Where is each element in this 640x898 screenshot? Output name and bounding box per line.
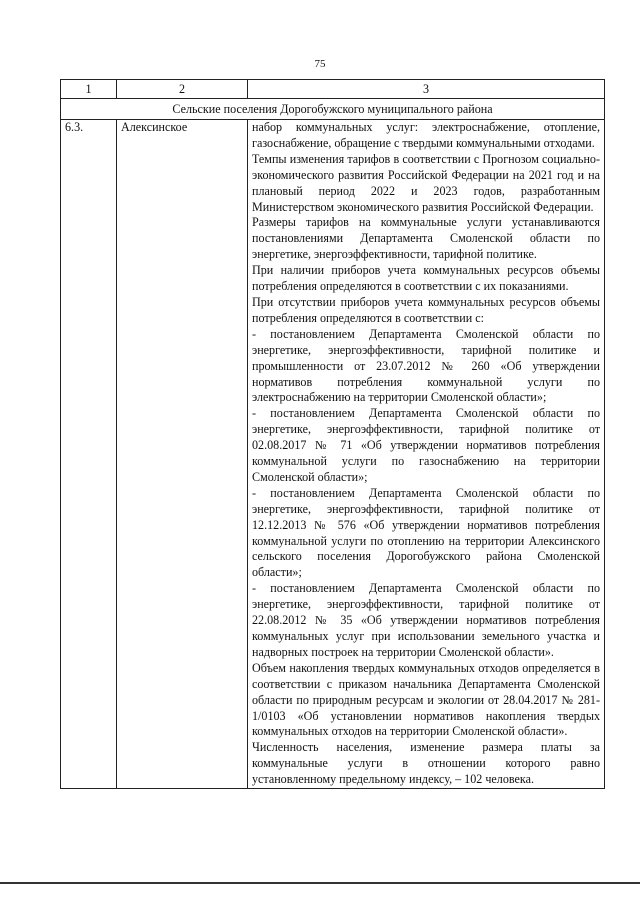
section-title: Сельские поселения Дорогобужского муниципального района xyxy=(61,99,605,120)
paragraph: набор коммунальных услуг: электроснабжение, отопление, газоснабжение, обращение с твердыми коммунальными отходами. xyxy=(252,120,600,150)
table-header-row xyxy=(61,80,605,99)
paragraph: - постановлением Департамента Смоленской области по энергетике, энергоэффективности, тарифной политике от 12.12.2013 № 576 «Об утверждении нормативов потребления коммунальной услуги по отоплению на территории Алексинского сельского поселения Дорогобужского района Смоленской области»; xyxy=(252,485,600,580)
row-number: 6.3. xyxy=(61,120,117,789)
table-row xyxy=(61,120,605,789)
paragraph: Темпы изменения тарифов в соответствии с Прогнозом социально-экономического развития Российской Федерации на 2021 год и на плановый период 2022 и 2023 годов, разработанным Министерством экономического развития Российской Федерации. xyxy=(252,151,600,214)
footer-rule xyxy=(0,882,640,884)
page-number: 75 xyxy=(314,58,326,70)
section-row xyxy=(61,99,605,120)
row-description xyxy=(248,120,605,789)
header-col-1: 1 xyxy=(61,80,117,99)
paragraph: При наличии приборов учета коммунальных ресурсов объемы потребления определяются в соответствии с их показаниями. xyxy=(252,263,600,294)
paragraph: - постановлением Департамента Смоленской области по энергетике, энергоэффективности, тарифной политике от 02.08.2017 № 71 «Об утверждении нормативов потребления коммунальной услуги по газоснабжению на территории Смоленской области»; xyxy=(252,406,600,484)
paragraph: Размеры тарифов на коммунальные услуги устанавливаются постановлениями Департамента Смоленской области по энергетике, энергоэффективности, тарифной политике. xyxy=(252,215,600,262)
tariff-table xyxy=(60,79,605,789)
paragraph: - постановлением Департамента Смоленской области по энергетике, энергоэффективности, тарифной политике от 22.08.2012 № 35 «Об утверждении нормативов потребления коммунальных услуг при использовании земельного участка и надворных построек на территории Смоленской области». xyxy=(252,581,600,659)
settlement-name: Алексинское xyxy=(117,120,248,789)
header-col-3: 3 xyxy=(248,80,605,99)
paragraph: - постановлением Департамента Смоленской области по энергетике, энергоэффективности, тарифной политике и промышленности от 23.07.2012 № 260 «Об утверждении нормативов потребления коммунальной услуги по электроснабжению на территории Смоленской области»; xyxy=(252,326,600,405)
paragraph: При отсутствии приборов учета коммунальных ресурсов объемы потребления определяются в соответствии с: xyxy=(252,294,600,325)
paragraph: Численность населения, изменение размера платы за коммунальные услуги в отношении которого равно установленному предельному индексу, – 102 человека. xyxy=(252,740,600,787)
header-col-2: 2 xyxy=(117,80,248,99)
paragraph: Объем накопления твердых коммунальных отходов определяется в соответствии с приказом начальника Департамента Смоленской области по природным ресурсам и экологии от 28.04.2017 № 281-1/0103 «Об установлении нормативов накопления твердых коммунальных отходов на территории Смоленской области». xyxy=(252,660,600,739)
